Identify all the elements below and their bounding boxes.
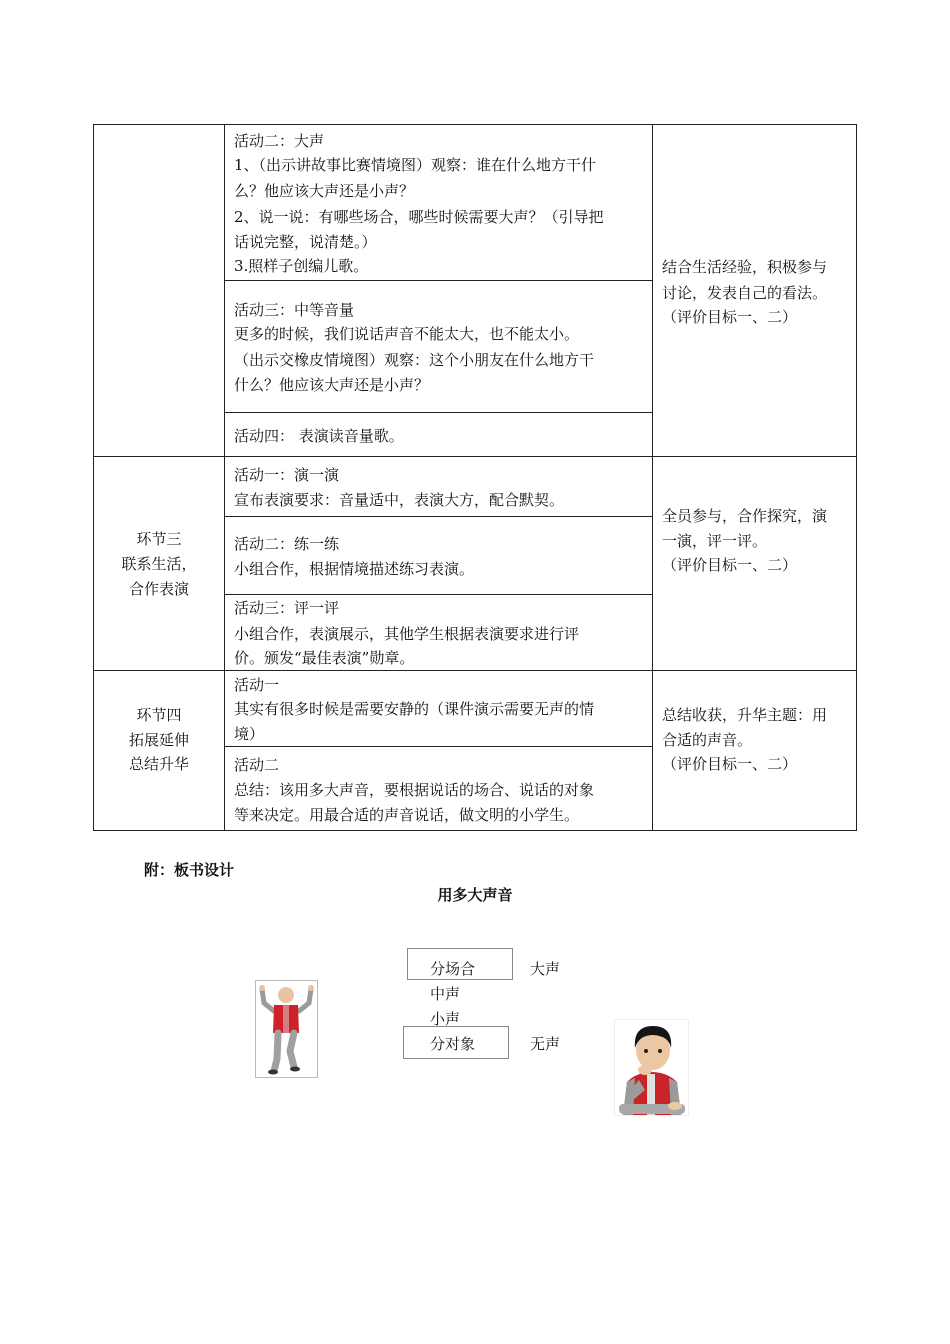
medium-voice-label: 中声 [430, 985, 461, 1003]
activity-line: 3.照样子创编儿歌。 [234, 257, 369, 275]
evaluation-line: （评价目标一、二） [662, 308, 798, 326]
activity-title: 活动二：练一练 [234, 535, 340, 553]
section-label-line: 合作表演 [128, 580, 189, 598]
table-row-divider [93, 670, 857, 671]
section-label-line: 环节四 [136, 706, 182, 724]
activity-line: 其实有很多时候是需要安静的（课件演示需要无声的情 [234, 700, 595, 718]
activity-title: 活动二 [234, 756, 280, 774]
appendix-heading: 附：板书设计 [144, 861, 235, 879]
table-col-divider-1 [224, 124, 225, 831]
activity-title: 活动一：演一演 [234, 466, 340, 484]
activity-title: 活动四： 表演读音量歌。 [234, 427, 404, 445]
activity-line: 2、说一说：有哪些场合，哪些时候需要大声？（引导把 [234, 208, 604, 226]
evaluation-line: 一演，评一评。 [662, 532, 768, 550]
activity-line: 小组合作，表演展示，其他学生根据表演要求进行评 [234, 625, 580, 643]
activity-title: 活动一 [234, 676, 280, 694]
activity-line: 总结：该用多大声音，要根据说话的场合、说话的对象 [234, 781, 595, 799]
section-label-line: 拓展延伸 [128, 731, 189, 749]
evaluation-line: （评价目标一、二） [662, 556, 798, 574]
table-col-divider-2 [652, 124, 653, 831]
quiet-voice-label: 小声 [430, 1010, 461, 1028]
activity-line: 什么？他应该大声还是小声？ [234, 376, 430, 394]
activity-line: 1、（出示讲故事比赛情境图）观察：谁在什么地方干什 [234, 156, 597, 174]
board-title: 用多大声音 [437, 886, 513, 904]
box-by-listener-label: 分对象 [430, 1035, 476, 1053]
evaluation-line: 讨论，发表自己的看法。 [662, 284, 828, 302]
boy-thinking-photo [614, 1019, 689, 1116]
activity-line: 境） [234, 725, 265, 743]
evaluation-line: （评价目标一、二） [662, 755, 798, 773]
evaluation-line: 全员参与，合作探究，演 [662, 507, 828, 525]
activity-line: 价。颁发“最佳表演”勋章。 [234, 649, 415, 667]
table-border-right [856, 124, 857, 831]
cell-divider [224, 594, 653, 595]
activity-line: 更多的时候，我们说话声音不能太大，也不能太小。 [234, 325, 580, 343]
table-border-top [93, 124, 857, 125]
table-border-bottom [93, 830, 857, 831]
activity-line: 等来决定。用最合适的声音说话，做文明的小学生。 [234, 806, 580, 824]
evaluation-line: 总结收获，升华主题：用 [662, 706, 828, 724]
activity-title: 活动三：中等音量 [234, 301, 355, 319]
cell-divider [224, 412, 653, 413]
cell-divider [224, 746, 653, 747]
section-label-line: 总结升华 [128, 755, 189, 773]
activity-line: （出示交橡皮情境图）观察：这个小朋友在什么地方干 [234, 351, 595, 369]
activity-title: 活动二：大声 [234, 132, 325, 150]
activity-line: 宣布表演要求：音量适中，表演大方，配合默契。 [234, 491, 565, 509]
section-label-line: 联系生活， [121, 555, 197, 573]
box-by-occasion-label: 分场合 [430, 960, 476, 978]
activity-line: 话说完整，说清楚。） [234, 233, 377, 251]
cell-divider [224, 516, 653, 517]
table-row-divider [93, 456, 857, 457]
silent-label: 无声 [530, 1035, 561, 1053]
activity-title: 活动三：评一评 [234, 599, 340, 617]
activity-line: 小组合作，根据情境描述练习表演。 [234, 560, 475, 578]
boy-waving-photo [255, 980, 318, 1078]
cell-divider [224, 280, 653, 281]
loud-label: 大声 [530, 960, 561, 978]
section-label-line: 环节三 [136, 530, 182, 548]
evaluation-line: 结合生活经验，积极参与 [662, 258, 828, 276]
activity-line: 么？他应该大声还是小声？ [234, 182, 415, 200]
evaluation-line: 合适的声音。 [662, 731, 753, 749]
